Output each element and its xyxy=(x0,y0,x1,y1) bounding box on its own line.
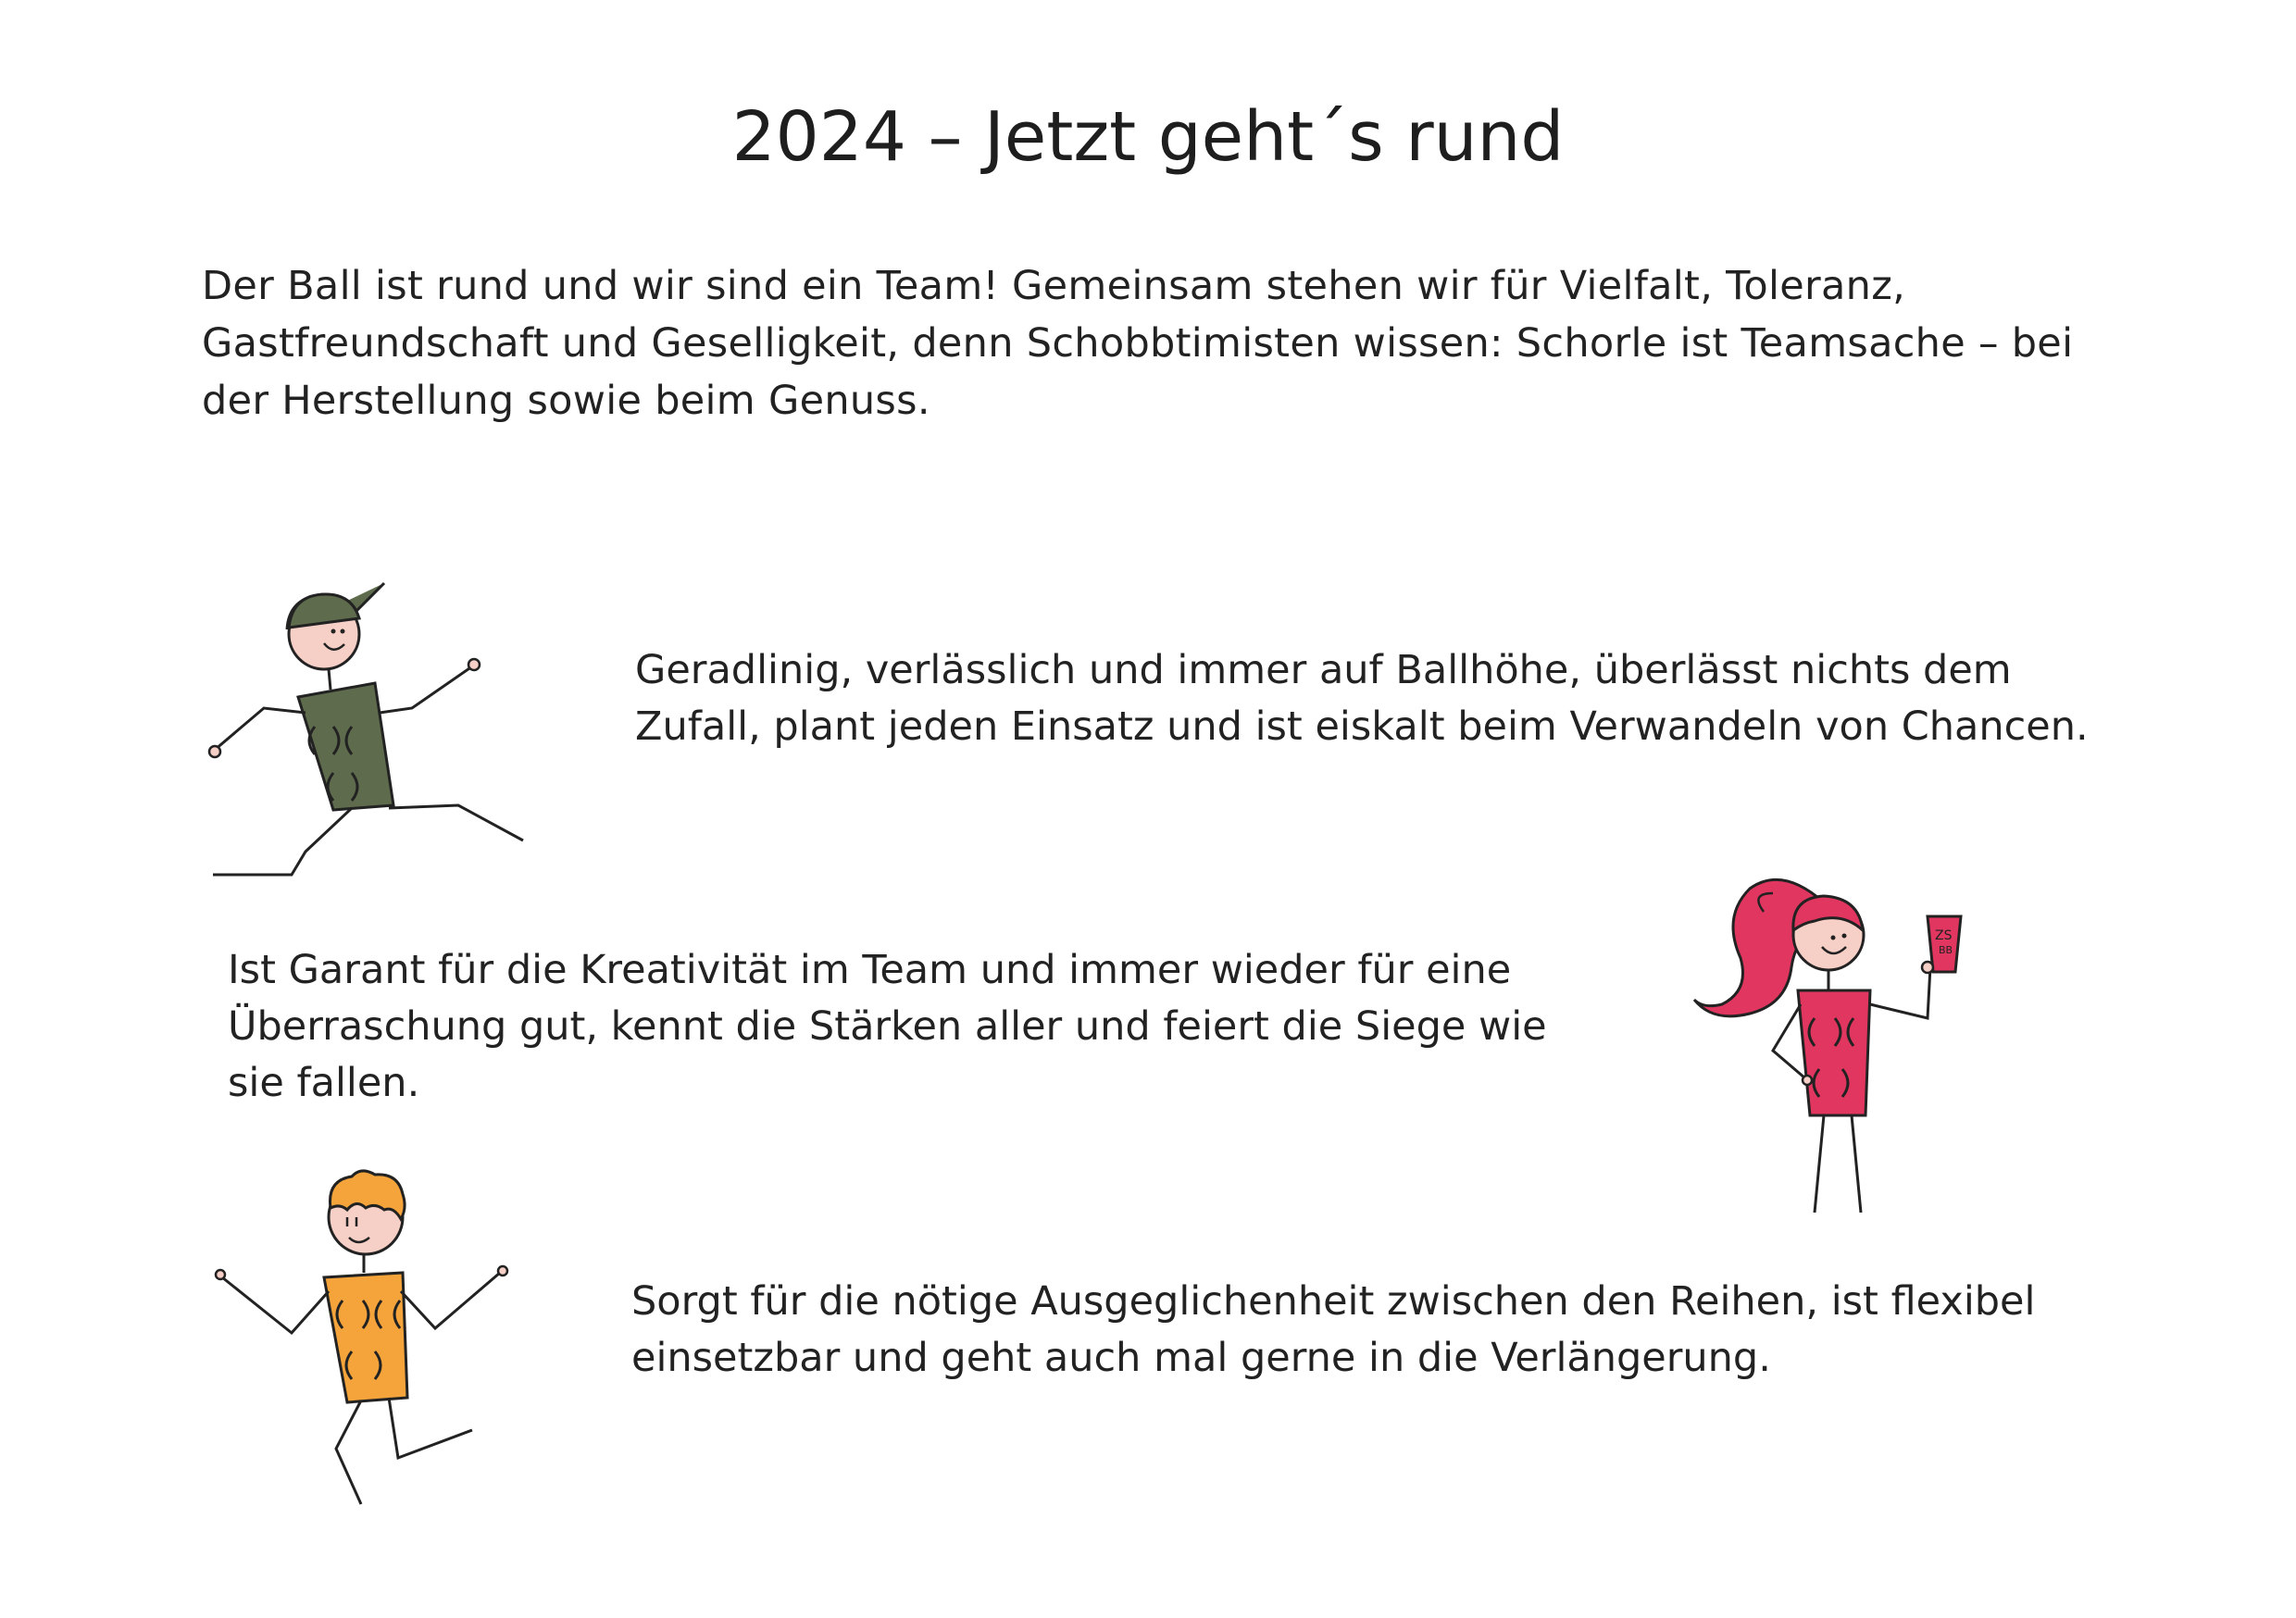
green-cap-runner-figure-icon xyxy=(204,574,537,889)
character-description-pink: Ist Garant für die Kreativität im Team und immer wieder für eine Überraschung gut, kennt die Stärken aller und feiert die Siege wie sie fallen. xyxy=(228,947,1547,1106)
svg-text:BB: BB xyxy=(1939,944,1953,956)
pink-ponytail-girl-with-glass-figure-icon xyxy=(1685,865,2009,1217)
character-description-green: Geradlinig, verlässlich und immer auf Ballhöhe, überlässt nichts dem Zufall, plant jeden Einsatz und ist eiskalt beim Verwandeln von Chancen. xyxy=(635,647,2089,750)
page-title: 2024 – Jetzt geht´s rund xyxy=(731,97,1565,177)
orange-hair-cheering-figure-icon xyxy=(208,1162,528,1509)
pink-girl-illustration xyxy=(1685,865,2009,1217)
character-description-orange: Sorgt für die nötige Ausgeglichenheit zwischen den Reihen, ist flexibel einsetzbar und geht auch mal gerne in die Verlängerung. xyxy=(631,1278,2036,1381)
svg-text:ZS: ZS xyxy=(1935,928,1953,943)
intro-paragraph: Der Ball ist rund und wir sind ein Team! Gemeinsam stehen wir für Vielfalt, Toleranz, Gastfreundschaft und Geselligkeit, denn Schobbtimisten wissen: Schorle ist Teamsache – bei der Herstellung sowie beim Genuss. xyxy=(202,263,2074,424)
orange-figure-illustration xyxy=(208,1162,528,1509)
green-runner-illustration xyxy=(204,574,537,889)
